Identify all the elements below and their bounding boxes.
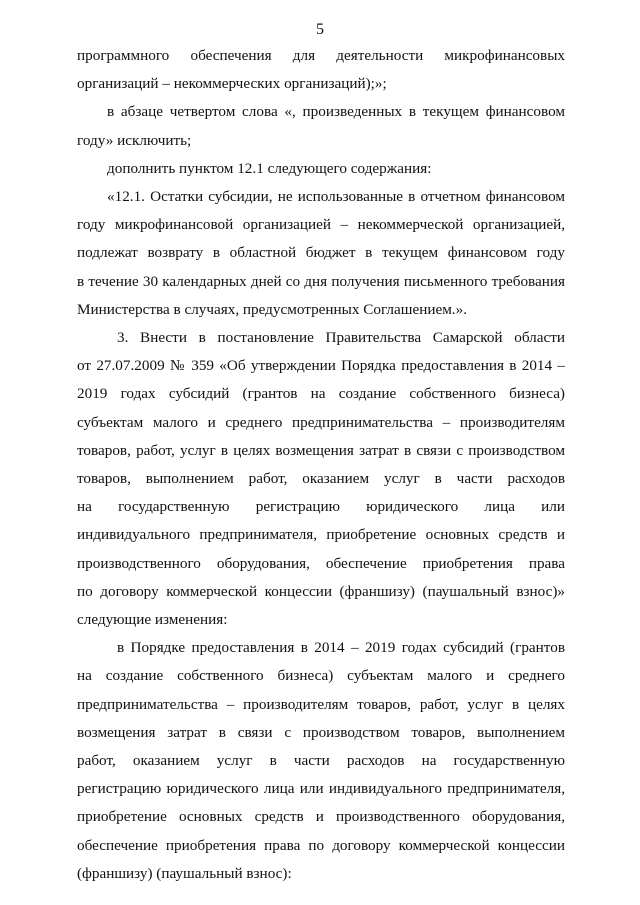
text-line: товаров, работ, услуг в целях возмещения затрат в связи с производством	[77, 441, 565, 459]
paragraph-continuation	[77, 42, 565, 98]
text-line: обеспечение приобретения права по договору коммерческой концессии	[77, 836, 565, 854]
text-line: на государственную регистрацию юридического лица или	[77, 498, 565, 516]
page-number: 5	[316, 21, 324, 38]
text-line: от 27.07.2009 № 359 «Об утверждении Порядка предоставления в 2014 –	[77, 357, 565, 375]
text-line: в абзаце четвертом слова «, произведенных в текущем финансовом	[107, 103, 565, 121]
text-line: году» исключить;	[77, 131, 192, 149]
text-line: 3. Внести в постановление Правительства Самарской области	[117, 329, 565, 347]
text-line: году микрофинансовой организацией – некоммерческой организацией,	[77, 216, 565, 234]
text-line: дополнить пунктом 12.1 следующего содержания:	[107, 159, 432, 177]
text-line: товаров, выполнением работ, оказанием услуг в части расходов	[77, 470, 565, 488]
text-line: индивидуального предпринимателя, приобретение основных средств и	[77, 526, 565, 544]
text-line: субъектам малого и среднего предпринимательства – производителям	[77, 413, 565, 431]
paragraph-procedure-amendment	[77, 634, 565, 888]
text-line: следующие изменения:	[77, 611, 228, 629]
text-line: «12.1. Остатки субсидии, не использованные в отчетном финансовом	[107, 188, 565, 206]
text-line: по договору коммерческой концессии (франшизу) (паушальный взнос)»	[77, 582, 565, 600]
paragraph-clause-12-1	[77, 183, 565, 324]
text-line: в течение 30 календарных дней со дня получения письменного требования	[77, 272, 565, 290]
text-line: программного обеспечения для деятельности микрофинансовых	[77, 47, 565, 64]
document-body	[77, 42, 565, 888]
paragraph-item-3	[77, 324, 565, 634]
text-line: приобретение основных средств и производственного оборудования,	[77, 808, 565, 826]
text-line: регистрацию юридического лица или индивидуального предпринимателя,	[77, 780, 565, 798]
text-line: на создание собственного бизнеса) субъектам малого и среднего	[77, 667, 565, 685]
text-line: 2019 годах субсидий (грантов на создание собственного бизнеса)	[77, 385, 565, 403]
text-line: возмещения затрат в связи с производством товаров, выполнением	[77, 723, 565, 741]
text-line: организаций – некоммерческих организаций);»;	[77, 75, 387, 93]
text-line: предпринимательства – производителям товаров, работ, услуг в целях	[77, 695, 565, 713]
paragraph-amendment-2	[77, 155, 565, 183]
text-line: в Порядке предоставления в 2014 – 2019 годах субсидий (грантов	[117, 639, 565, 657]
text-line: (франшизу) (паушальный взнос):	[77, 864, 292, 882]
text-line: подлежат возврату в областной бюджет в текущем финансовом году	[77, 244, 565, 262]
text-line: работ, оказанием услуг в части расходов на государственную	[77, 752, 565, 770]
text-line: Министерства в случаях, предусмотренных Соглашением.».	[77, 300, 467, 318]
paragraph-amendment-1	[77, 98, 565, 154]
text-line: производственного оборудования, обеспечение приобретения права	[77, 554, 565, 572]
